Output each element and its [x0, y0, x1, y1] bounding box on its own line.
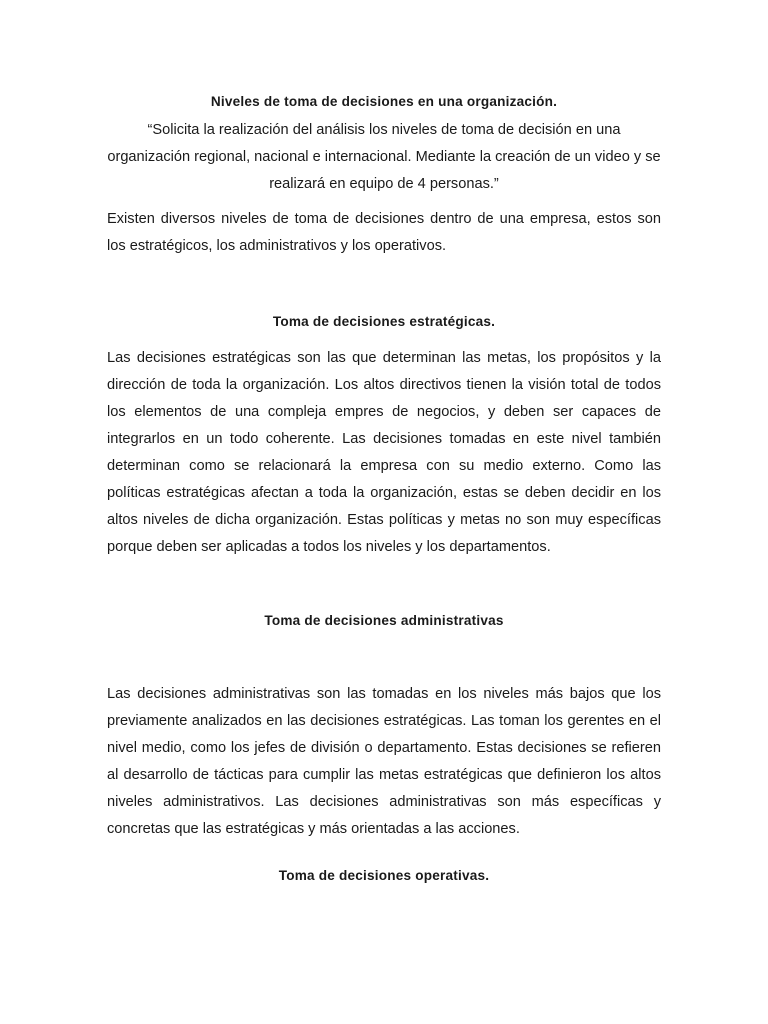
section-heading-administrative: Toma de decisiones administrativas	[264, 613, 504, 628]
assignment-quote: “Solicita la realización del análisis los niveles de toma de decisión en una organización regional, nacional e internacional. Mediante la creación de un video y se realizará en equipo de 4 personas.”	[107, 122, 661, 192]
section-body-administrative: Las decisiones administrativas son las tomadas en los niveles más bajos que los previamente analizados en las decisiones estratégicas. Las toman los gerentes en el nivel medio, como los jefes de división o departamento. Estas decisiones se refieren al desarrollo de tácticas para cumplir las metas estratégicas que definieron los altos niveles administrativos. Las decisiones administrativas son más específicas y concretas que las estratégicas y más orientadas a las acciones.	[107, 686, 661, 837]
section-heading-operative: Toma de decisiones operativas.	[278, 868, 490, 883]
section-body-strategic: Las decisiones estratégicas son las que determinan las metas, los propósitos y la dirección de toda la organización. Los altos directivos tienen la visión total de todos los elementos de una compleja empres de negocios, y deben ser capaces de integrarlos en un todo coherente. Las decisiones tomadas en este nivel también determinan como se relacionará la empresa con su medio externo. Como las políticas estratégicas afectan a toda la organización, estas se deben decidir en los altos niveles de dicha organización. Estas políticas y metas no son muy específicas porque deben ser aplicadas a todos los niveles y los departamentos.	[107, 350, 661, 555]
document-title: Niveles de toma de decisiones en una organización.	[210, 94, 558, 109]
section-heading-strategic: Toma de decisiones estratégicas.	[272, 314, 496, 329]
intro-paragraph: Existen diversos niveles de toma de decisiones dentro de una empresa, estos son los estratégicos, los administrativos y los operativos.	[107, 211, 661, 254]
